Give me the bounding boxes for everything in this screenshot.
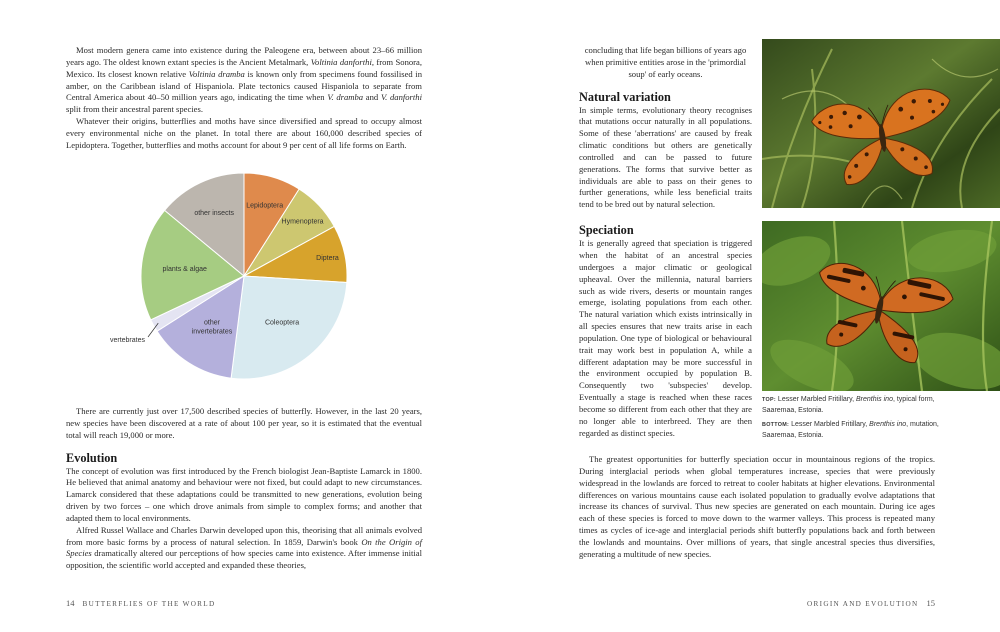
paragraph-genera-origins: Most modern genera came into existence during the Paleogene era, between about 23–66 million years ago. The oldest known extant species is the Ancient Metalmark, Voltinia danforthi, from Sonora, Mexico. Its closest known relative Voltinia dramba is known only from specimens found fossilised in amber, on the Caribbean island of Hispaniola. Plate tectonics caused Hispaniola to separate from Central America about 40–50 million years ago, indicating the time when V. dramba and V. danforthi split from their ancestral parent species. [66,45,422,115]
pie-slice-coleoptera [231,276,347,379]
photo-lesser-marbled-fritillary-typical [762,39,1000,208]
paragraph-primordial-soup: concluding that life began billions of years ago when primitive entities arose in the 'primordial soup' of early oceans. [584,45,747,79]
species-pie-chart [100,165,400,390]
pie-label-plants-algae: plants & algae [162,266,207,274]
paragraph-mountain-speciation: The greatest opportunities for butterfly speciation occur in mountainous regions of the tropics. During interglacial periods when global temperatures increase, species that were previously widespread in the lowlands are forced to retreat to cooler habitats at higher elevations. Environmental differences on various mountains cause each isolated population to gradually evolve adaptations that increase its chances of survival. Thus new species are generated on each mountain. During ice ages each of these species is forced to move down to the warmer valleys. This process is repeated many times as cycles of ice-age and interglacial periods shift butterfly populations back and forth between the lowlands and mountains. Over millions of years, that single ancestral species thus diversifies, generating a multitude of new species. [579,454,935,559]
pie-label-other-insects: other insects [194,210,235,218]
pie-label-hymenoptera: Hymenoptera [281,218,324,226]
paragraph-darwin: Alfred Russel Wallace and Charles Darwin developed upon this, theorising that all animals evolved from more basic forms by a process of natural selection. In 1859, Darwin's book On the Origin of Species dramatically altered our perceptions of how species came into existence. After immense initial opposition, the scientific world accepted and expanded these theories, [66,524,422,571]
pie-label-lepidoptera: Lepidoptera [246,202,284,210]
caption-top: TOP: Lesser Marbled Fritillary, Brenthis ino, typical form, Saaremaa, Estonia. [762,396,935,414]
paragraph-butterfly-species-count: There are currently just over 17,500 described species of butterfly. However, in the last 20 years, new species have been discovered at a rate of about 100 per year, so it is estimated that the eventual total will reach 19,000 or more. [66,406,422,440]
page-number-left: 14 [66,598,75,608]
page-number-right: 15 [926,598,935,608]
folio-left [66,598,215,608]
photo-lesser-marbled-fritillary-mutation [762,221,1000,391]
butterfly-photo-top-image [762,39,1000,208]
paragraph-speciation: It is generally agreed that speciation is triggered when the habitat of an ancestral species undergoes a major climatic or geological upheaval. Over the millennia, natural barriers such as wide rivers, deserts or mountain ranges emerge, isolating populations from each other. The natural variation which exists intrinsically in all species ensures that new traits arise in each population. One type of biological or behavioural trait may work best in population A, while a different adaptation may be more successful in the environment occupied by population B. Consequently two 'subspecies' develop. Eventually a stage is reached when these races become so different from each other that they are no longer able to interbreed. They are then regarded as distinct species. [579,238,752,438]
pie-label-diptera: Diptera [316,254,339,262]
running-head-right: ORIGIN AND EVOLUTION [807,600,919,608]
heading-speciation: Speciation [579,223,634,238]
caption-bottom: BOTTOM: Lesser Marbled Fritillary, Brenthis ino, mutation, Saaremaa, Estonia. [762,421,939,439]
folio-right [807,598,935,608]
heading-natural-variation: Natural variation [579,89,671,104]
left-column-bottom [66,406,422,572]
left-column-top [66,45,422,152]
running-head-left: BUTTERFLIES OF THE WORLD [82,600,216,608]
heading-evolution: Evolution [66,450,118,465]
right-column-wide [579,454,935,561]
pie-label-vertebrates: vertebrates [109,337,145,344]
paragraph-natural-variation: In simple terms, evolutionary theory recognises that mutations occur naturally in all populations. Some of these 'aberrations' are caused by freak climatic conditions but others are genetically controlled and can be passed to future generations. The forms that survive better as individuals are able to pass on their genes to further generations, while less beneficial traits tend to be bred out by natural selection. [579,104,752,210]
photo-captions [762,395,952,445]
paragraph-lamarck: The concept of evolution was first introduced by the French biologist Jean-Baptiste Lamarck in 1800. He believed that animal anatomy and behaviour were not fixed, but could adapt to new circumstances. Lamarck considered that these adaptations could be transmitted to new generations, evolution being driven by two forces – one which drove animals from simple to complex forms; and another that adapted them to local environments. [66,465,422,523]
right-column-narrow [579,45,752,439]
butterfly-photo-bottom-image [762,221,1000,391]
pie-label-other-invertebrates: other invertebrates [191,319,233,336]
paragraph-diversification: Whatever their origins, butterflies and moths have since diversified and spread to occupy almost every environmental niche on the planet. In total there are about 160,000 described species of Lepidoptera. Together, butterflies and moths account for about 9 per cent of all life forms on Earth. [66,116,422,150]
pie-label-coleoptera: Coleoptera [264,319,300,327]
